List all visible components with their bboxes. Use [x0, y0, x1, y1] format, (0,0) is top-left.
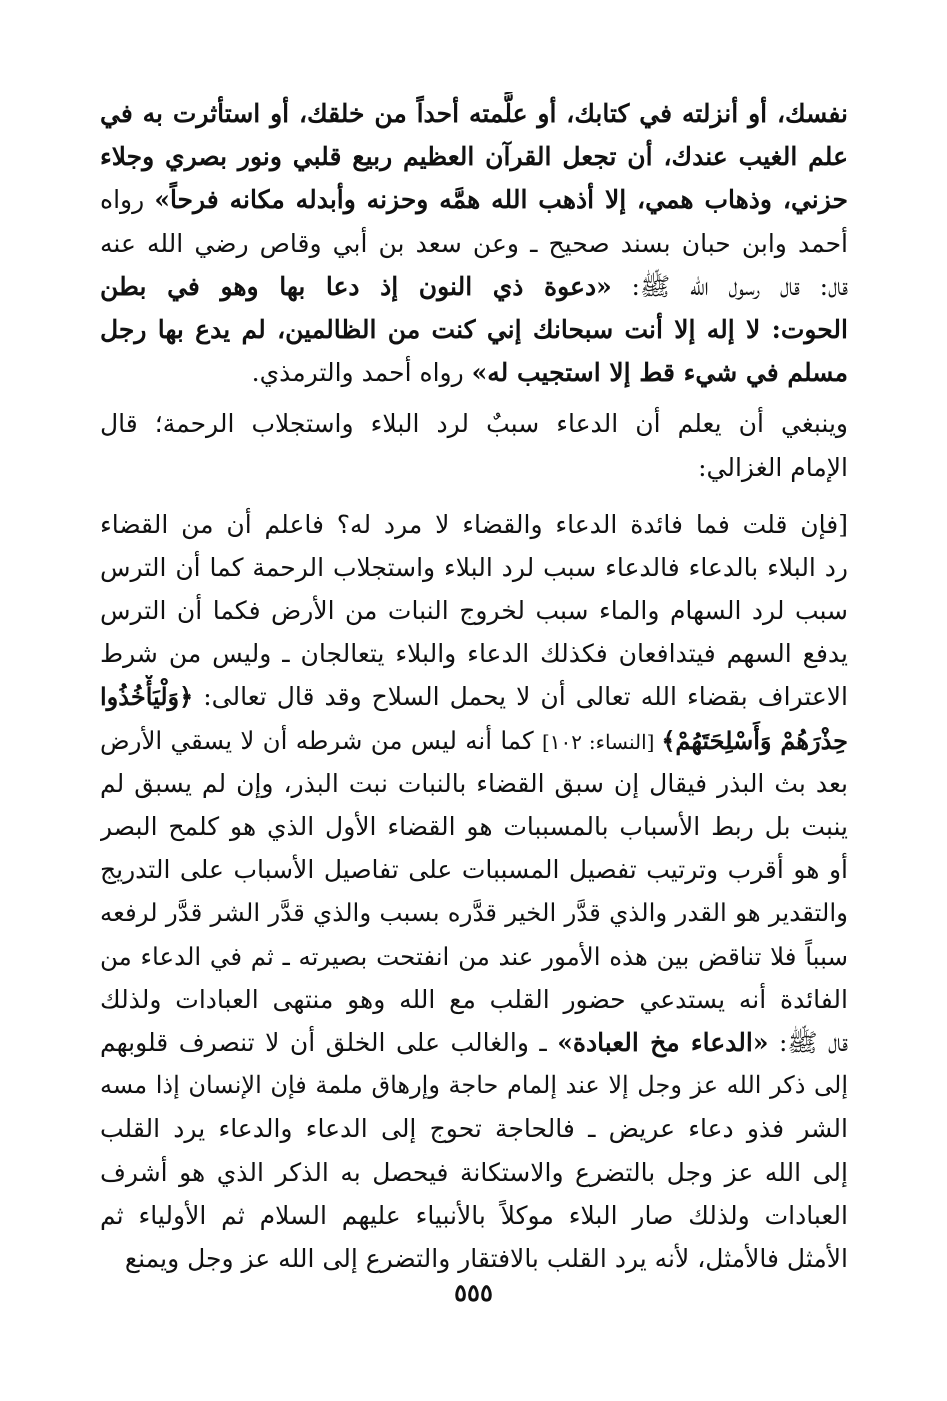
text-line	[100, 1151, 848, 1194]
text-line	[100, 978, 848, 1021]
verse-reference: [النساء: ١٠٢]	[541, 729, 662, 754]
text-line	[100, 1021, 848, 1064]
page-number: ٥٥٥	[454, 1278, 493, 1307]
text-line	[100, 1194, 848, 1237]
hadith-text: حزني، وذهاب همي، إلا أذهب الله همَّه وحزنه وأبدله مكانه فرحاً»	[154, 185, 848, 215]
text-line	[100, 935, 848, 978]
body-text: رواه	[100, 185, 155, 215]
body-text: الفائدة أنه يستدعي حضور القلب مع الله وهو منتهى العبادات ولذلك	[100, 984, 848, 1014]
text-line	[100, 546, 848, 589]
text-line	[100, 308, 848, 351]
body-text: رواه أحمد والترمذي.	[251, 358, 472, 388]
body-text: سبب لرد السهام والماء سبب لخروج النبات من الأرض فكما أن الترس	[100, 596, 848, 626]
hadith-text: مسلم في شيء قط إلا استجيب له»	[471, 358, 848, 388]
hadith-text: علم الغيب عندك، أن تجعل القرآن العظيم ربيع قلبي ونور بصري وجلاء	[100, 142, 848, 172]
body-text: إلى ذكر الله عز وجل إلا عند إلمام حاجة وإرهاق ملمة فإن الإنسان إذا مسه	[100, 1071, 848, 1100]
body-text: الشر فذو دعاء عريض ـ فالحاجة تحوج إلى الدعاء والدعاء يرد القلب	[100, 1114, 848, 1144]
body-text: الاعتراف بقضاء الله تعالى أن لا يحمل السلاح وقد قال تعالى:	[193, 682, 848, 712]
text-line	[100, 762, 848, 805]
body-text: رد البلاء بالدعاء فالدعاء سبب لرد البلاء واستجلاب الرحمة كما أن الترس	[100, 552, 848, 582]
body-text: سبباً فلا تناقض بين هذه الأمور عند من انفتحت بصيرته ـ ثم في الدعاء من	[100, 941, 848, 971]
quran-verse: ﴿وَلْيَأْخُذُوا	[100, 682, 194, 712]
page-body	[100, 92, 848, 1280]
text-line	[100, 891, 848, 934]
body-text: ينبت بل ربط الأسباب بالمسببات هو القضاء الأول الذي هو كلمح البصر	[100, 812, 848, 841]
body-text: كما أنه ليس من شرطه أن لا يسقي الأرض	[100, 725, 542, 755]
text-line	[100, 675, 848, 718]
paragraph-gap	[100, 489, 848, 503]
paragraph-1	[100, 92, 848, 394]
body-text: أو هو أقرب وترتيب تفصيل المسببات على تفاصيل الأسباب على التدريج	[100, 855, 848, 885]
text-line	[100, 446, 848, 489]
text-line	[100, 632, 848, 675]
body-text: بعد بث البذر فيقال إن سبق القضاء بالنبات نبت البذر، وإن لم يسبق لم	[100, 768, 848, 798]
text-column	[100, 92, 848, 1280]
text-line	[100, 848, 848, 891]
quran-verse: حِذْرَهُمْ وَأَسْلِحَتَهُمْ﴾	[661, 725, 848, 755]
text-line	[100, 1107, 848, 1150]
text-line	[100, 222, 848, 265]
text-line	[100, 265, 848, 308]
paragraph-gap	[100, 394, 848, 402]
text-line	[100, 503, 848, 546]
text-line	[100, 1064, 848, 1107]
body-text: وينبغي أن يعلم أن الدعاء سببٌ لرد البلاء واستجلاب الرحمة؛ قال	[100, 409, 848, 439]
body-text: قال: قال رسول الله ﷺ:	[611, 271, 848, 301]
hadith-text: «الدعاء مخ العبادة»	[557, 1027, 769, 1057]
text-line	[100, 92, 848, 135]
text-line	[100, 135, 848, 178]
body-text: [فإن قلت فما فائدة الدعاء والقضاء لا مرد له؟ فاعلم أن من القضاء	[100, 509, 848, 539]
text-line	[100, 178, 848, 221]
body-text: العبادات ولذلك صار البلاء موكلاً بالأنبياء عليهم السلام ثم الأولياء ثم	[100, 1200, 848, 1230]
body-text: ـ والغالب على الخلق أن لا تنصرف قلوبهم	[100, 1027, 558, 1057]
text-line	[100, 402, 848, 445]
body-text: قال ﷺ:	[768, 1027, 848, 1057]
body-text: الإمام الغزالي:	[698, 452, 848, 482]
body-text: إلى الله عز وجل بالتضرع والاستكانة فيحصل به الذكر الذي هو أشرف	[100, 1157, 848, 1187]
text-line	[100, 1237, 848, 1280]
text-line	[100, 719, 848, 762]
body-text: يدفع السهم فيتدافعان فكذلك الدعاء والبلاء يتعالجان ـ وليس من شرط	[100, 639, 848, 669]
body-text: أحمد وابن حبان بسند صحيح ـ وعن سعد بن أبي وقاص رضي الله عنه	[100, 228, 848, 258]
hadith-text: الحوت: لا إله إلا أنت سبحانك إني كنت من الظالمين، لم يدع بها رجل	[100, 314, 848, 344]
text-line	[100, 805, 848, 848]
paragraph-2	[100, 402, 848, 488]
paragraph-3	[100, 503, 848, 1280]
hadith-text: «دعوة ذي النون إذ دعا بها وهو في بطن	[100, 271, 612, 301]
text-line	[100, 351, 848, 394]
body-text: والتقدير هو القدر والذي قدَّر الخير قدَّره بسبب والذي قدَّر الشر قدَّر لرفعه	[100, 898, 848, 928]
hadith-text: نفسك، أو أنزلته في كتابك، أو علَّمته أحداً من خلقك، أو استأثرت به في	[100, 99, 848, 128]
text-line	[100, 589, 848, 632]
body-text: الأمثل فالأمثل، لأنه يرد القلب بالافتقار والتضرع إلى الله عز وجل ويمنع	[124, 1243, 848, 1273]
